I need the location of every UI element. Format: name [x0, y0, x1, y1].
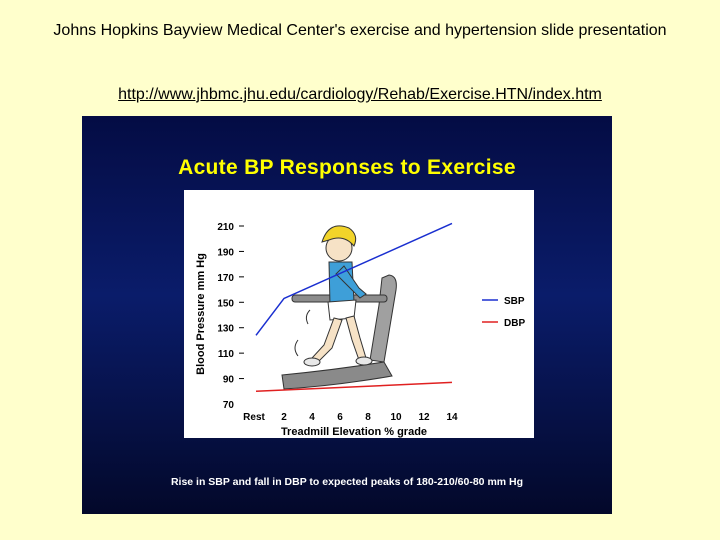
x-tick-label: 6 [337, 412, 343, 423]
x-axis-title: Treadmill Elevation % grade [280, 426, 428, 438]
y-tick-label: 70 [222, 400, 234, 411]
x-tick-label: 2 [281, 412, 287, 423]
y-tick-label: 150 [217, 298, 234, 310]
y-tick-label: 90 [222, 374, 234, 386]
x-tick-label: 12 [418, 412, 430, 423]
slide-title: Acute BP Responses to Exercise [178, 156, 516, 179]
x-tick-label: 10 [390, 412, 402, 423]
chart-panel [184, 190, 534, 438]
y-tick-label: 210 [217, 222, 234, 233]
x-tick-label: 8 [365, 412, 371, 423]
treadmill-illustration [282, 226, 396, 389]
x-tick-label: Rest [243, 412, 265, 423]
y-tick-label: 130 [217, 323, 234, 335]
x-tick-label: 4 [309, 412, 315, 423]
bp-chart [184, 190, 534, 438]
slide-footnote: Rise in SBP and fall in DBP to expected peaks of 180-210/60-80 mm Hg [170, 476, 524, 488]
y-tick-label: 110 [217, 349, 234, 361]
y-tick-label: 190 [217, 247, 234, 259]
slide [82, 116, 612, 514]
x-tick-label: 14 [446, 412, 458, 423]
y-axis-title: Blood Pressure mm Hg [195, 253, 207, 375]
legend-label: DBP [504, 318, 526, 329]
source-link[interactable]: http://www.jhbmc.jhu.edu/cardiology/Rehab/Exercise.HTN/index.htm [118, 86, 602, 103]
legend-label: SBP [504, 296, 525, 307]
y-tick-label: 170 [217, 272, 234, 284]
page-caption: Johns Hopkins Bayview Medical Center's exercise and hypertension slide presentation [53, 22, 667, 39]
